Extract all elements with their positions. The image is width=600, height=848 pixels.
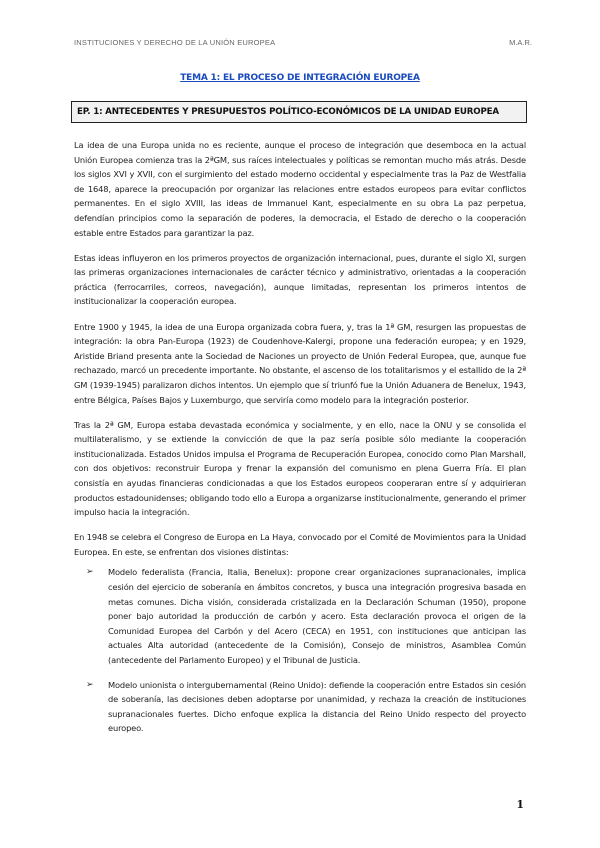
paragraph-post-war: Tras la 2ª GM, Europa estaba devastada económica y socialmente, y en ello, nace la ONU y se consolida el multilateralismo, y se extiende la convicción de que la paz sería posible sólo mediante la cooperación institucionalizada. Estados Unidos impulsa el Programa de Recuperación Europea, conocido como Plan Marshall, con dos objetivos: reconstruir Europa y frenar la expansión del comunismo en plena Guerra Fría. El plan consistía en ayudas financieras condicionadas a que los Estados europeos cooperaran entre sí y adquirieran productos estadounidenses; obligando todo ello a Europa a organizarse institucionalmente, generando el primer impulso hacia la integración. bbox=[74, 419, 526, 518]
arrow-bullet-icon: ➢ bbox=[86, 567, 94, 578]
running-header-title: INSTITUCIONES Y DERECHO DE LA UNIÓN EUROPEA bbox=[74, 38, 276, 47]
arrow-bullet-icon: ➢ bbox=[86, 679, 94, 690]
paragraph-congress-hague: En 1948 se celebra el Congreso de Europa en La Haya, convocado por el Comité de Movimientos para la Unidad Europea. En este, se enfrentan dos visiones distintas: bbox=[74, 532, 526, 557]
list-item bbox=[74, 565, 526, 667]
list-item bbox=[74, 678, 526, 736]
paragraph-1900-1945: Entre 1900 y 1945, la idea de una Europa organizada cobra fuera, y, tras la 1ª GM, resurgen las propuestas de integración: la obra Pan-Europa (1923) de Coudenhove-Kalergi, propone una federación europea; y en 1929, Aristide Briand presenta ante la Sociedad de Naciones un proyecto de Unión Federal Europea, que, aunque fue rechazado, marcó un precedente importante. No obstante, el ascenso de los totalitarismos y el estallido de la 2ª GM (1939-1945) paralizaron dichos intentos. Un ejemplo que sí triunfó fue la Unión Aduanera de Benelux, 1943, entre Bélgica, Países Bajos y Luxemburgo, que serviría como modelo para la integración posterior. bbox=[74, 321, 526, 405]
page-title: TEMA 1: EL PROCESO DE INTEGRACIÓN EUROPEA bbox=[180, 73, 420, 83]
section-heading: EP. 1: ANTECEDENTES Y PRESUPUESTOS POLÍTICO-ECONÓMICOS DE LA UNIDAD EUROPEA bbox=[77, 107, 499, 117]
paragraph-first-organizations: Estas ideas influyeron en los primeros proyectos de organización internacional, pues, durante el siglo XI, surgen las primeras organizaciones internacionales de carácter técnico y administrativo, orientadas a la cooperación práctica (ferrocarriles, correos, navegación), aunque limitadas, representan los primeros intentos de institucionalizar la cooperación europea. bbox=[74, 252, 526, 307]
list-item-text: Modelo unionista o intergubernamental (Reino Unido): defiende la cooperación entre Estados sin cesión de soberanía, las decisiones deben adoptarse por unanimidad, y rechaza la creación de instituciones supranacionales fuertes. Dicho enfoque explica la distancia del Reino Unido respecto del proyecto europeo. bbox=[108, 679, 526, 734]
running-header-initials: M.A.R. bbox=[509, 38, 532, 47]
body-text bbox=[74, 138, 526, 746]
models-list bbox=[74, 565, 526, 736]
list-item-text: Modelo federalista (Francia, Italia, Benelux): propone crear organizaciones supranacionales, implica cesión del ejercicio de soberanía en ámbitos concretos, y busca una integración progresiva basada en metas comunes. Dicha visión, considerada cristalizada en la Declaración Schuman (1950), propone poner bajo autoridad la producción de carbón y acero. Esta declaración provoca el origen de la Comunidad Europea del Carbón y del Acero (CECA) en 1951, con instituciones que anticipan las actuales Alta autoridad (antecedente de la Comisión), Consejo de ministros, Asamblea Común (antecedente del Parlamento Europeo) y el Tribunal de Justicia. bbox=[108, 567, 526, 665]
section-heading-box bbox=[71, 101, 527, 123]
paragraph-intro: La idea de una Europa unida no es reciente, aunque el proceso de integración que desemboca en la actual Unión Europea comienza tras la 2ªGM, sus raíces intelectuales y políticas se remontan mucho más atrás. Desde los siglos XVI y XVII, con el surgimiento del estado moderno occidental y especialmente tras la Paz de Westfalia de 1648, aparece la preocupación por organizar las relaciones entre estados europeos para evitar conflictos permanentes. En el siglo XVIII, las ideas de Immanuel Kant, especialmente en su obra La paz perpetua, defendían principios como la separación de poderes, la democracia, el Estado de derecho o la cooperación estable entre Estados para garantizar la paz. bbox=[74, 140, 526, 238]
page-number: 1 bbox=[516, 798, 524, 811]
